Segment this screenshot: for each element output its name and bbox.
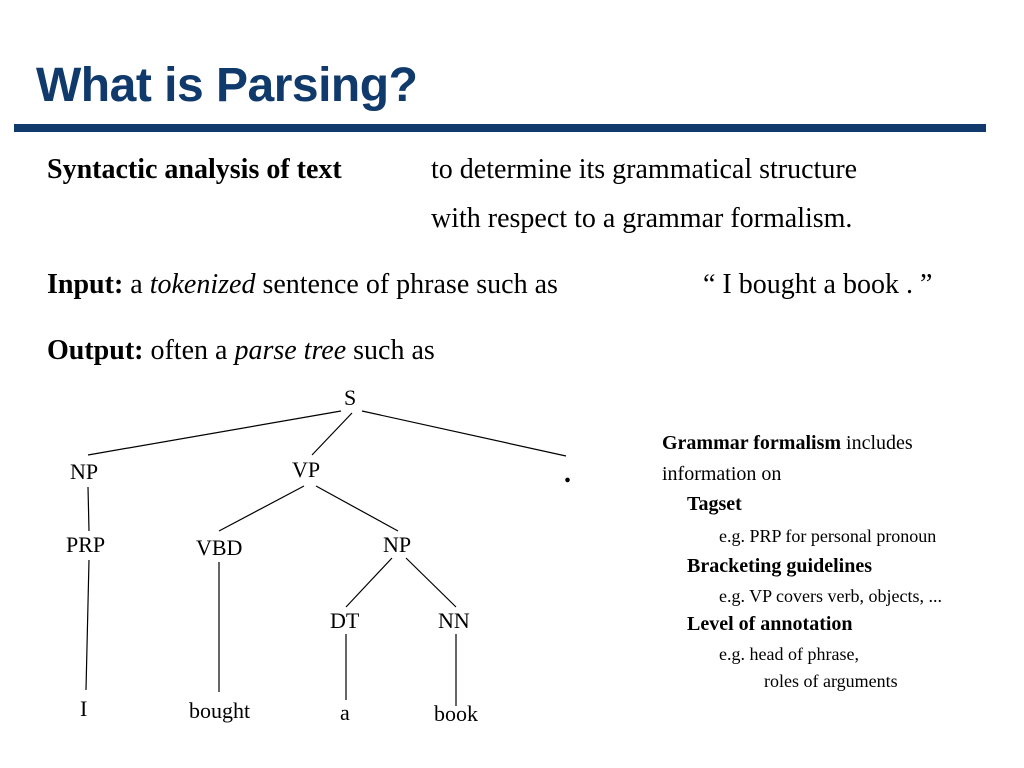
- edge-np-dt: [346, 558, 392, 607]
- tree-node-s: S: [344, 385, 357, 410]
- edge-np-nn: [406, 558, 456, 607]
- sidebar-level: Level of annotation: [687, 613, 853, 635]
- tree-node-period: .: [564, 458, 571, 489]
- definition-text-1: to determine its grammatical structure: [431, 154, 858, 185]
- slide-title: What is Parsing?: [36, 59, 418, 112]
- output-emph: parse tree: [234, 335, 347, 366]
- sidebar-bracketing: Bracketing guidelines: [687, 555, 873, 577]
- tree-leaf-i: I: [80, 696, 88, 721]
- edge-s-np: [88, 411, 341, 455]
- output-label: Output:: [47, 335, 144, 366]
- sidebar-level-example-1: e.g. head of phrase,: [719, 644, 859, 664]
- sidebar-level-example-2: roles of arguments: [764, 671, 898, 691]
- edge-vp-np: [316, 486, 398, 531]
- output-post: such as: [353, 335, 435, 366]
- sidebar-heading: [662, 432, 913, 455]
- tree-node-np: NP: [70, 459, 99, 484]
- edge-prp-i: [86, 560, 89, 690]
- sidebar-bracketing-example: e.g. VP covers verb, objects, ...: [719, 586, 942, 606]
- sidebar-heading-line2: information on: [662, 463, 782, 485]
- edge-s-dot: [362, 411, 566, 456]
- tree-node-np-object: NP: [383, 532, 412, 557]
- definition-term: Syntactic analysis of text: [47, 154, 342, 185]
- input-emph: tokenized: [149, 269, 256, 300]
- tree-leaf-book: book: [434, 701, 478, 726]
- definition-text-2: with respect to a grammar formalism.: [431, 203, 853, 234]
- input-post: sentence of phrase such as: [262, 269, 558, 300]
- tree-node-vbd: VBD: [196, 535, 243, 560]
- tree-node-dt: DT: [330, 608, 360, 633]
- sidebar-tagset-example: e.g. PRP for personal pronoun: [719, 526, 937, 546]
- edge-s-vp: [312, 413, 352, 455]
- input-example: “ I bought a book . ”: [703, 269, 933, 300]
- tree-node-vp: VP: [292, 457, 321, 482]
- input-pre: a: [130, 269, 143, 300]
- tree-leaf-bought: bought: [189, 698, 251, 723]
- tree-node-nn: NN: [438, 608, 470, 633]
- edge-vp-vbd: [219, 486, 304, 531]
- sidebar-heading-bold: Grammar formalism: [662, 432, 842, 454]
- sidebar-tagset: Tagset: [687, 493, 742, 515]
- input-label: Input:: [47, 269, 124, 300]
- tree-node-prp: PRP: [66, 532, 106, 557]
- edge-np-prp: [88, 487, 89, 531]
- tree-leaf-a: a: [340, 700, 350, 725]
- output-pre: often a: [150, 335, 228, 366]
- sidebar-heading-rest: includes: [846, 432, 913, 454]
